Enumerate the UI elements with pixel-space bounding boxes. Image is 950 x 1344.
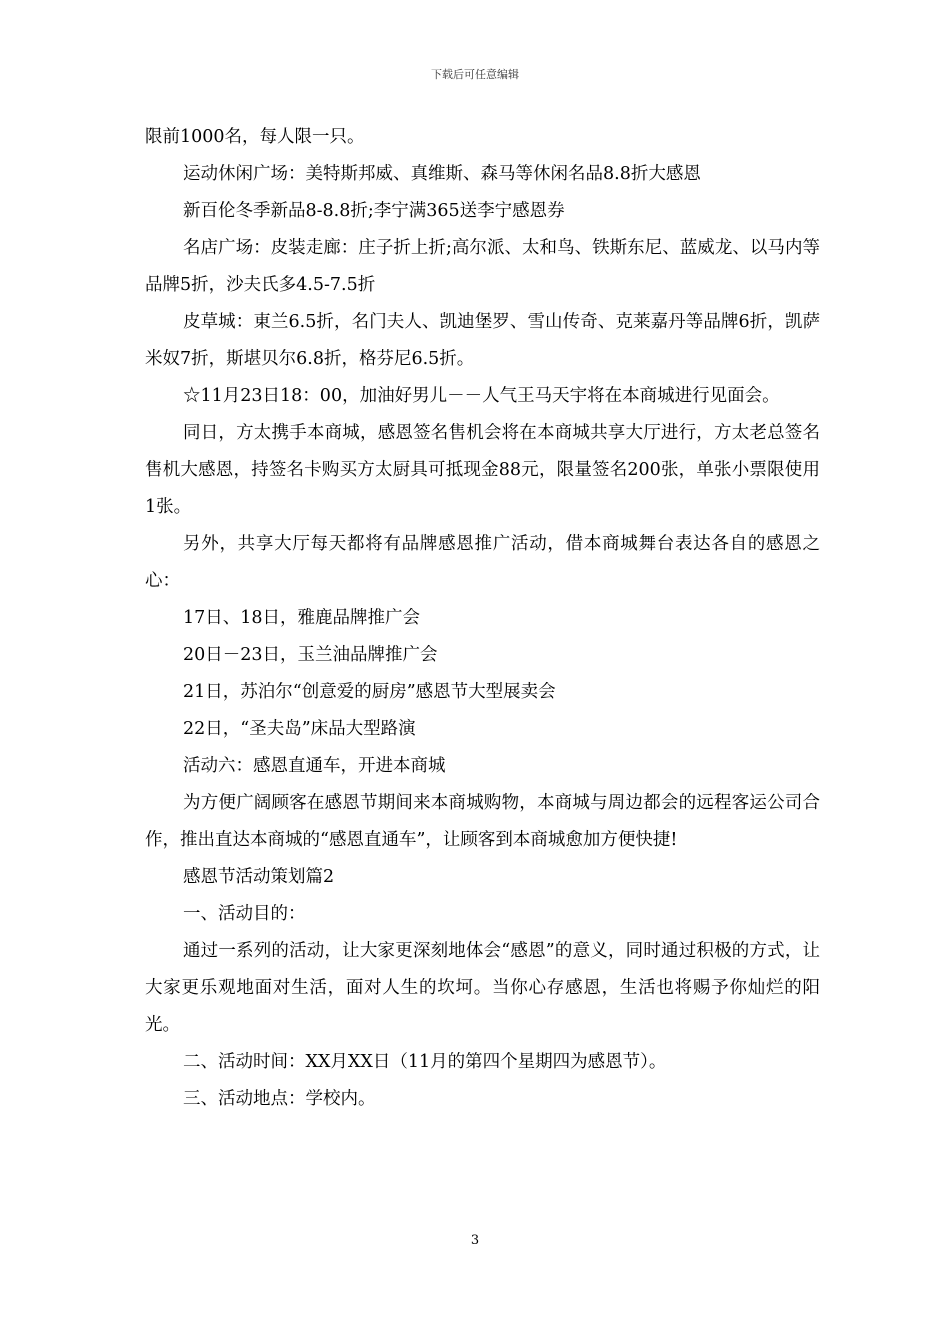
- paragraph: ☆11月23日18：00，加油好男儿－－人气王马天宇将在本商城进行见面会。: [183, 386, 780, 406]
- paragraph: 限前1000名，每人限一只。: [145, 127, 365, 147]
- paragraph: 通过一系列的活动，让大家更深刻地体会“感恩”的意义，同时通过积极的方式，让大家更乐观地面对生活，面对人生的坎坷。当你心存感恩，生活也将赐予你灿烂的阳光。: [145, 941, 820, 1035]
- paragraph: 17日、18日，雅鹿品牌推广会: [183, 608, 421, 628]
- section-heading: 一、活动目的：: [183, 904, 306, 924]
- section-heading: 三、活动地点：学校内。: [183, 1089, 376, 1109]
- header-note: 下载后可任意编辑: [431, 68, 519, 81]
- paragraph: 皮草城：東兰6.5折，名门夫人、凯迪堡罗、雪山传奇、克莱嘉丹等品牌6折，凯萨米奴7折，斯堪贝尔6.8折，格芬尼6.5折。: [145, 312, 820, 369]
- paragraph: 为方便广阔顾客在感恩节期间来本商城购物，本商城与周边都会的远程客运公司合作，推出直达本商城的“感恩直通车”，让顾客到本商城愈加方便快捷!: [145, 793, 820, 850]
- paragraph: 运动休闲广场：美特斯邦威、真维斯、森马等休闲名品8.8折大感恩: [183, 164, 701, 184]
- paragraph: 名店广场：皮装走廊：庄子折上折;高尔派、太和鸟、铁斯东尼、蓝威龙、以马内等品牌5折，沙夫氏多4.5-7.5折: [145, 238, 820, 295]
- paragraph: 另外，共享大厅每天都将有品牌感恩推广活动，借本商城舞台表达各自的感恩之心：: [145, 534, 820, 591]
- paragraph: 新百伦冬季新品8-8.8折;李宁满365送李宁感恩券: [183, 201, 565, 221]
- document-body: [145, 119, 820, 1118]
- section-heading: 二、活动时间：XX月XX日（11月的第四个星期四为感恩节）。: [183, 1052, 667, 1072]
- paragraph: 22日，“圣夫岛”床品大型路演: [183, 719, 416, 739]
- paragraph: 活动六：感恩直通车，开进本商城: [183, 756, 446, 776]
- section-title: 感恩节活动策划篇2: [183, 867, 335, 887]
- paragraph: 21日，苏泊尔“创意爱的厨房”感恩节大型展卖会: [183, 682, 556, 702]
- page-number: 3: [470, 1233, 480, 1248]
- paragraph: 20日－23日，玉兰油品牌推广会: [183, 645, 438, 665]
- paragraph: 同日，方太携手本商城，感恩签名售机会将在本商城共享大厅进行，方太老总签名售机大感恩，持签名卡购买方太厨具可抵现金88元，限量签名200张，单张小票限使用1张。: [145, 423, 820, 517]
